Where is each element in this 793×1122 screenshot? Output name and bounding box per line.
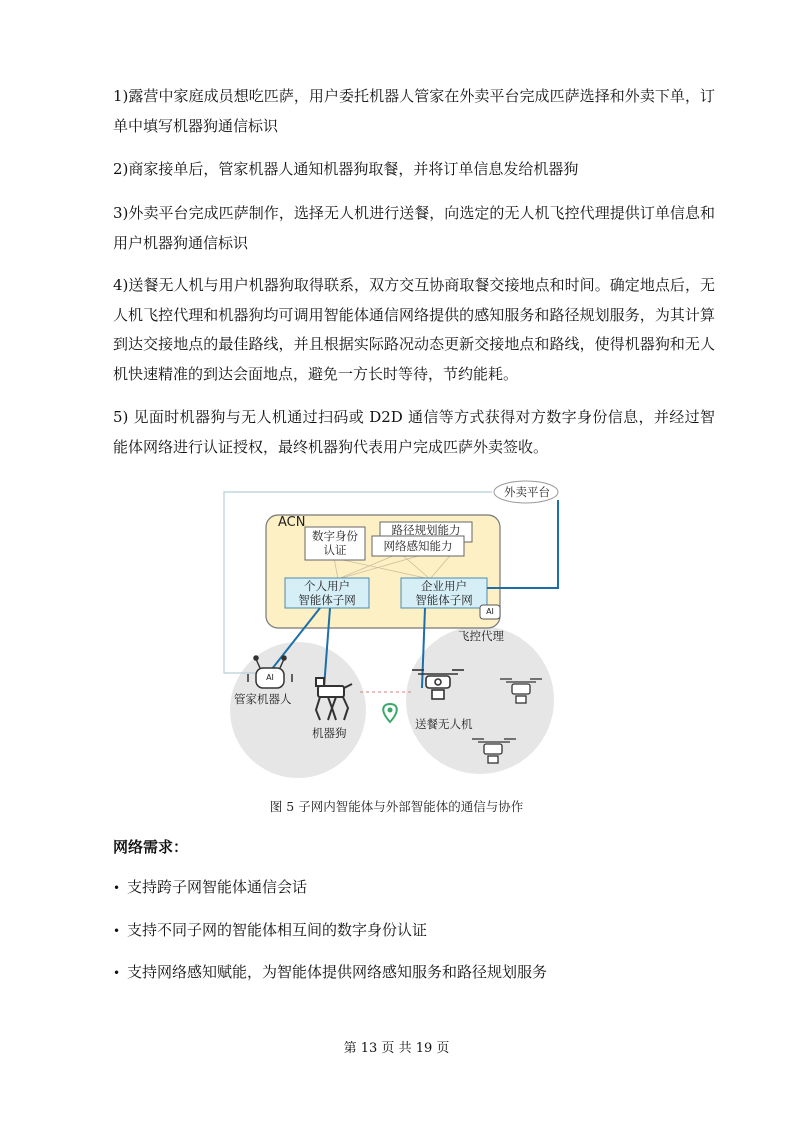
location-pin-icon xyxy=(383,704,397,722)
platform-label: 外卖平台 xyxy=(504,485,550,499)
requirements-title: 网络需求： xyxy=(113,838,189,856)
figure-diagram xyxy=(220,478,584,778)
personal-subnet-circle xyxy=(230,642,366,778)
requirement-text: 支持跨子网智能体通信会话 xyxy=(127,878,308,896)
requirement-text: 支持网络感知赋能，为智能体提供网络感知服务和路径规划服务 xyxy=(127,963,548,981)
acn-label: ACN xyxy=(278,515,306,530)
paragraph-step-5: 5) 见面时机器狗与无人机通过扫码或 D2D 通信等方式获得对方数字身份信息，并经过智能体网络进行认证授权，最终机器狗代表用户完成匹萨外卖签收。 xyxy=(113,408,715,456)
identity-label-line2: 认证 xyxy=(323,543,347,557)
paragraph-step-4: 4)送餐无人机与用户机器狗取得联系，双方交互协商取餐交接地点和时间。确定地点后，无人机飞控代理和机器狗均可调用智能体通信网络提供的感知服务和路径规划服务，为其计算到达交接地点的最佳路线，并且根据实际路况动态更新交接地点和路线，使得机器狗和无人机快速精准的到达会面地点，避免一方长时等待，节约能耗。 xyxy=(113,276,715,383)
enterprise-subnet-label-line2: 智能体子网 xyxy=(415,593,473,607)
personal-subnet-label-line1: 个人用户 xyxy=(304,579,350,593)
requirement-item: • 支持跨子网智能体通信会话 xyxy=(113,878,308,896)
flight-agent-label: 飞控代理 xyxy=(458,629,504,643)
requirement-text: 支持不同子网的智能体相互间的数字身份认证 xyxy=(127,921,428,939)
figure-caption: 图 5 子网内智能体与外部智能体的通信与协作 xyxy=(269,799,524,814)
enterprise-subnet-circle xyxy=(406,626,554,774)
flight-agent-ai-badge: AI xyxy=(486,607,494,616)
route-label: 路径规划能力 xyxy=(391,523,461,535)
paragraph-step-2: 2)商家接单后，管家机器人通知机器狗取餐，并将订单信息发给机器狗 xyxy=(113,160,579,178)
requirement-item: • 支持网络感知赋能，为智能体提供网络感知服务和路径规划服务 xyxy=(113,963,548,981)
paragraph-step-1: 1)露营中家庭成员想吃匹萨，用户委托机器人管家在外卖平台完成匹萨选择和外卖下单，订单中填写机器狗通信标识 xyxy=(113,87,715,135)
sensing-label: 网络感知能力 xyxy=(383,539,453,553)
page-footer: 第 13 页 共 19 页 xyxy=(343,1041,450,1056)
requirement-item: • 支持不同子网的智能体相互间的数字身份认证 xyxy=(113,921,428,939)
butler-label: 管家机器人 xyxy=(234,692,292,706)
butler-ai-badge: AI xyxy=(266,673,274,682)
personal-subnet-label-line2: 智能体子网 xyxy=(298,593,356,607)
identity-label-line1: 数字身份 xyxy=(312,529,358,543)
dog-label: 机器狗 xyxy=(312,726,347,740)
paragraph-step-3: 3)外卖平台完成匹萨制作，选择无人机进行送餐，向选定的无人机飞控代理提供订单信息和用户机器狗通信标识 xyxy=(113,204,715,252)
enterprise-subnet-label-line1: 企业用户 xyxy=(421,579,467,593)
drone-label: 送餐无人机 xyxy=(415,717,473,731)
